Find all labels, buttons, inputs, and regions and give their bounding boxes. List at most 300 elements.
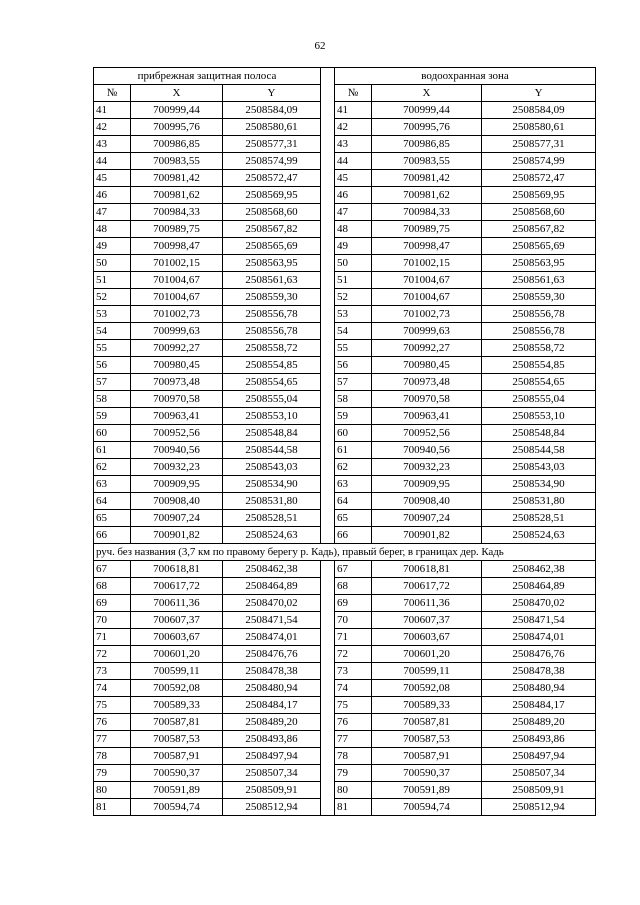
right-number-cell: 49 (335, 238, 372, 255)
column-gap (321, 374, 335, 391)
left-y-cell: 2508567,82 (223, 221, 321, 238)
left-y-cell: 2508554,65 (223, 374, 321, 391)
right-number-cell: 60 (335, 425, 372, 442)
right-x-cell: 700901,82 (372, 527, 482, 544)
right-x-cell: 700989,75 (372, 221, 482, 238)
right-number-cell: 71 (335, 629, 372, 646)
left-y-cell: 2508553,10 (223, 408, 321, 425)
left-number-cell: 64 (94, 493, 131, 510)
column-gap (321, 493, 335, 510)
column-gap (321, 782, 335, 799)
right-x-cell: 700981,42 (372, 170, 482, 187)
section-note: руч. без названия (3,7 км по правому берегу р. Кадь), правый берег, в границах дер. Кадь (94, 544, 596, 561)
left-y-cell: 2508512,94 (223, 799, 321, 816)
left-x-cell: 700992,27 (131, 340, 223, 357)
left-number-cell: 52 (94, 289, 131, 306)
right-number-cell: 59 (335, 408, 372, 425)
table-row (94, 629, 596, 646)
column-gap (321, 425, 335, 442)
table-row (94, 493, 596, 510)
right-number-cell: 77 (335, 731, 372, 748)
right-x-cell: 700970,58 (372, 391, 482, 408)
left-x-cell: 700587,81 (131, 714, 223, 731)
table-row (94, 765, 596, 782)
column-gap (321, 391, 335, 408)
right-x-cell: 700984,33 (372, 204, 482, 221)
left-x-cell: 700908,40 (131, 493, 223, 510)
right-y-cell: 2508489,20 (482, 714, 596, 731)
column-gap (321, 323, 335, 340)
right-x-cell: 700587,53 (372, 731, 482, 748)
right-y-cell: 2508471,54 (482, 612, 596, 629)
left-number-cell: 73 (94, 663, 131, 680)
table-row (94, 663, 596, 680)
left-y-cell: 2508543,03 (223, 459, 321, 476)
column-gap (321, 748, 335, 765)
column-gap (321, 629, 335, 646)
left-x-cell: 700589,33 (131, 697, 223, 714)
right-number-cell: 47 (335, 204, 372, 221)
column-gap (321, 476, 335, 493)
right-y-cell: 2508568,60 (482, 204, 596, 221)
left-y-cell: 2508584,09 (223, 102, 321, 119)
right-x-cell: 700907,24 (372, 510, 482, 527)
right-number-cell: 72 (335, 646, 372, 663)
column-gap (321, 221, 335, 238)
right-number-cell: 50 (335, 255, 372, 272)
left-y-header: Y (223, 85, 321, 102)
right-x-cell: 700981,62 (372, 187, 482, 204)
table-row (94, 425, 596, 442)
left-x-cell: 701004,67 (131, 289, 223, 306)
right-y-cell: 2508553,10 (482, 408, 596, 425)
left-number-cell: 54 (94, 323, 131, 340)
right-x-cell: 700995,76 (372, 119, 482, 136)
left-x-cell: 700594,74 (131, 799, 223, 816)
left-x-cell: 700940,56 (131, 442, 223, 459)
column-gap (321, 765, 335, 782)
left-y-cell: 2508572,47 (223, 170, 321, 187)
left-number-cell: 71 (94, 629, 131, 646)
right-number-header: № (335, 85, 372, 102)
left-y-cell: 2508563,95 (223, 255, 321, 272)
table-row (94, 340, 596, 357)
left-y-cell: 2508474,01 (223, 629, 321, 646)
right-x-cell: 700980,45 (372, 357, 482, 374)
column-gap (321, 442, 335, 459)
right-x-cell: 700999,44 (372, 102, 482, 119)
right-y-cell: 2508509,91 (482, 782, 596, 799)
table-row (94, 748, 596, 765)
left-x-cell: 700611,36 (131, 595, 223, 612)
right-y-cell: 2508580,61 (482, 119, 596, 136)
right-number-cell: 57 (335, 374, 372, 391)
table-row (94, 102, 596, 119)
right-number-cell: 54 (335, 323, 372, 340)
table-row (94, 272, 596, 289)
right-number-cell: 63 (335, 476, 372, 493)
right-number-cell: 44 (335, 153, 372, 170)
column-header-row (94, 85, 596, 102)
table-row (94, 136, 596, 153)
left-y-cell: 2508464,89 (223, 578, 321, 595)
right-y-cell: 2508584,09 (482, 102, 596, 119)
right-x-cell: 700599,11 (372, 663, 482, 680)
section-header-row (94, 68, 596, 85)
right-y-cell: 2508470,02 (482, 595, 596, 612)
right-y-cell: 2508561,63 (482, 272, 596, 289)
column-gap (321, 459, 335, 476)
left-x-cell: 700981,62 (131, 187, 223, 204)
right-x-cell: 700607,37 (372, 612, 482, 629)
left-number-cell: 80 (94, 782, 131, 799)
left-x-cell: 700983,55 (131, 153, 223, 170)
right-number-cell: 43 (335, 136, 372, 153)
left-y-cell: 2508565,69 (223, 238, 321, 255)
left-x-cell: 700986,85 (131, 136, 223, 153)
right-x-cell: 700992,27 (372, 340, 482, 357)
left-y-cell: 2508577,31 (223, 136, 321, 153)
right-y-cell: 2508559,30 (482, 289, 596, 306)
right-x-cell: 700594,74 (372, 799, 482, 816)
column-gap (321, 646, 335, 663)
left-number-cell: 56 (94, 357, 131, 374)
left-x-cell: 700590,37 (131, 765, 223, 782)
right-number-cell: 55 (335, 340, 372, 357)
left-y-cell: 2508544,58 (223, 442, 321, 459)
table-row (94, 408, 596, 425)
right-number-cell: 65 (335, 510, 372, 527)
column-gap (321, 663, 335, 680)
right-y-cell: 2508555,04 (482, 391, 596, 408)
left-x-cell: 700603,67 (131, 629, 223, 646)
right-number-cell: 45 (335, 170, 372, 187)
table-row (94, 119, 596, 136)
left-y-cell: 2508569,95 (223, 187, 321, 204)
column-gap (321, 357, 335, 374)
left-x-cell: 700952,56 (131, 425, 223, 442)
right-y-cell: 2508563,95 (482, 255, 596, 272)
column-gap (321, 340, 335, 357)
right-x-cell: 700983,55 (372, 153, 482, 170)
coordinates-table-body (94, 68, 596, 816)
table-row (94, 595, 596, 612)
right-x-cell: 701004,67 (372, 289, 482, 306)
left-y-cell: 2508558,72 (223, 340, 321, 357)
left-number-cell: 67 (94, 561, 131, 578)
right-number-cell: 58 (335, 391, 372, 408)
left-number-cell: 50 (94, 255, 131, 272)
left-x-cell: 700970,58 (131, 391, 223, 408)
table-row (94, 187, 596, 204)
right-x-cell: 700986,85 (372, 136, 482, 153)
right-number-cell: 79 (335, 765, 372, 782)
right-number-cell: 69 (335, 595, 372, 612)
column-gap (321, 510, 335, 527)
left-x-cell: 700989,75 (131, 221, 223, 238)
table-row (94, 442, 596, 459)
left-x-cell: 700984,33 (131, 204, 223, 221)
table-row (94, 714, 596, 731)
column-gap (321, 119, 335, 136)
right-y-cell: 2508554,65 (482, 374, 596, 391)
right-section-header: водоохранная зона (335, 68, 596, 85)
column-gap (321, 408, 335, 425)
table-row (94, 510, 596, 527)
column-gap (321, 153, 335, 170)
right-y-cell: 2508493,86 (482, 731, 596, 748)
right-x-cell: 700617,72 (372, 578, 482, 595)
right-x-cell: 700587,81 (372, 714, 482, 731)
left-number-cell: 47 (94, 204, 131, 221)
left-number-cell: 81 (94, 799, 131, 816)
right-y-cell: 2508548,84 (482, 425, 596, 442)
right-number-cell: 64 (335, 493, 372, 510)
column-gap (321, 595, 335, 612)
table-row (94, 289, 596, 306)
left-number-cell: 57 (94, 374, 131, 391)
table-row (94, 204, 596, 221)
left-x-cell: 700909,95 (131, 476, 223, 493)
left-number-cell: 59 (94, 408, 131, 425)
left-number-cell: 51 (94, 272, 131, 289)
column-gap (321, 68, 335, 85)
left-x-cell: 700587,53 (131, 731, 223, 748)
left-number-cell: 75 (94, 697, 131, 714)
left-x-cell: 700932,23 (131, 459, 223, 476)
right-number-cell: 75 (335, 697, 372, 714)
right-x-cell: 700940,56 (372, 442, 482, 459)
right-y-cell: 2508556,78 (482, 306, 596, 323)
right-x-cell: 700587,91 (372, 748, 482, 765)
right-y-cell: 2508507,34 (482, 765, 596, 782)
right-number-cell: 42 (335, 119, 372, 136)
right-y-cell: 2508569,95 (482, 187, 596, 204)
right-y-cell: 2508544,58 (482, 442, 596, 459)
left-y-cell: 2508497,94 (223, 748, 321, 765)
right-number-cell: 62 (335, 459, 372, 476)
left-y-cell: 2508555,04 (223, 391, 321, 408)
right-x-cell: 700932,23 (372, 459, 482, 476)
left-y-cell: 2508480,94 (223, 680, 321, 697)
left-y-cell: 2508524,63 (223, 527, 321, 544)
left-y-cell: 2508559,30 (223, 289, 321, 306)
left-number-cell: 60 (94, 425, 131, 442)
right-number-cell: 80 (335, 782, 372, 799)
left-y-cell: 2508489,20 (223, 714, 321, 731)
right-y-cell: 2508528,51 (482, 510, 596, 527)
column-gap (321, 799, 335, 816)
right-y-cell: 2508556,78 (482, 323, 596, 340)
left-y-cell: 2508484,17 (223, 697, 321, 714)
right-number-cell: 48 (335, 221, 372, 238)
left-x-cell: 700592,08 (131, 680, 223, 697)
left-number-cell: 68 (94, 578, 131, 595)
left-y-cell: 2508528,51 (223, 510, 321, 527)
page-number: 62 (314, 40, 326, 52)
right-x-cell: 700591,89 (372, 782, 482, 799)
table-row (94, 578, 596, 595)
table-row (94, 799, 596, 816)
right-number-cell: 61 (335, 442, 372, 459)
left-y-cell: 2508534,90 (223, 476, 321, 493)
table-row (94, 476, 596, 493)
column-gap (321, 612, 335, 629)
left-x-cell: 700599,11 (131, 663, 223, 680)
right-number-cell: 81 (335, 799, 372, 816)
column-gap (321, 578, 335, 595)
left-x-cell: 700999,63 (131, 323, 223, 340)
column-gap (321, 561, 335, 578)
right-number-cell: 70 (335, 612, 372, 629)
left-x-cell: 700980,45 (131, 357, 223, 374)
left-number-cell: 65 (94, 510, 131, 527)
right-number-cell: 68 (335, 578, 372, 595)
right-y-cell: 2508565,69 (482, 238, 596, 255)
left-y-cell: 2508554,85 (223, 357, 321, 374)
right-x-cell: 701002,73 (372, 306, 482, 323)
left-section-header: прибрежная защитная полоса (94, 68, 321, 85)
right-y-cell: 2508554,85 (482, 357, 596, 374)
right-y-cell: 2508558,72 (482, 340, 596, 357)
column-gap (321, 680, 335, 697)
right-x-cell: 700589,33 (372, 697, 482, 714)
column-gap (321, 102, 335, 119)
table-row (94, 323, 596, 340)
left-number-cell: 43 (94, 136, 131, 153)
left-number-cell: 78 (94, 748, 131, 765)
left-y-cell: 2508561,63 (223, 272, 321, 289)
right-x-cell: 700590,37 (372, 765, 482, 782)
left-x-cell: 700607,37 (131, 612, 223, 629)
column-gap (321, 289, 335, 306)
right-x-cell: 700952,56 (372, 425, 482, 442)
table-row (94, 680, 596, 697)
right-number-cell: 73 (335, 663, 372, 680)
right-y-cell: 2508577,31 (482, 136, 596, 153)
left-y-cell: 2508556,78 (223, 323, 321, 340)
table-row (94, 459, 596, 476)
left-x-cell: 700998,47 (131, 238, 223, 255)
column-gap (321, 187, 335, 204)
table-row (94, 612, 596, 629)
left-x-cell: 700618,81 (131, 561, 223, 578)
right-x-cell: 701002,15 (372, 255, 482, 272)
left-number-cell: 48 (94, 221, 131, 238)
table-row (94, 782, 596, 799)
left-number-cell: 62 (94, 459, 131, 476)
left-y-cell: 2508509,91 (223, 782, 321, 799)
left-number-cell: 70 (94, 612, 131, 629)
left-y-cell: 2508556,78 (223, 306, 321, 323)
right-x-cell: 700603,67 (372, 629, 482, 646)
right-number-cell: 53 (335, 306, 372, 323)
left-x-cell: 700907,24 (131, 510, 223, 527)
left-y-cell: 2508478,38 (223, 663, 321, 680)
table-row (94, 306, 596, 323)
left-y-cell: 2508531,80 (223, 493, 321, 510)
right-y-cell: 2508512,94 (482, 799, 596, 816)
left-y-cell: 2508462,38 (223, 561, 321, 578)
right-y-cell: 2508567,82 (482, 221, 596, 238)
right-number-cell: 74 (335, 680, 372, 697)
right-x-header: X (372, 85, 482, 102)
column-gap (321, 697, 335, 714)
left-x-cell: 700587,91 (131, 748, 223, 765)
table-row (94, 731, 596, 748)
table-row (94, 221, 596, 238)
left-number-cell: 53 (94, 306, 131, 323)
left-y-cell: 2508470,02 (223, 595, 321, 612)
right-y-cell: 2508524,63 (482, 527, 596, 544)
right-number-cell: 46 (335, 187, 372, 204)
left-number-header: № (94, 85, 131, 102)
left-y-cell: 2508568,60 (223, 204, 321, 221)
column-gap (321, 731, 335, 748)
right-x-cell: 700611,36 (372, 595, 482, 612)
right-number-cell: 56 (335, 357, 372, 374)
table-row (94, 153, 596, 170)
right-x-cell: 700909,95 (372, 476, 482, 493)
left-y-cell: 2508507,34 (223, 765, 321, 782)
column-gap (321, 170, 335, 187)
table-row (94, 561, 596, 578)
right-x-cell: 701004,67 (372, 272, 482, 289)
left-number-cell: 45 (94, 170, 131, 187)
column-gap (321, 714, 335, 731)
left-x-cell: 700981,42 (131, 170, 223, 187)
left-y-cell: 2508574,99 (223, 153, 321, 170)
left-y-cell: 2508476,76 (223, 646, 321, 663)
column-gap (321, 204, 335, 221)
right-x-cell: 700618,81 (372, 561, 482, 578)
left-x-cell: 701004,67 (131, 272, 223, 289)
column-gap (321, 306, 335, 323)
right-y-cell: 2508534,90 (482, 476, 596, 493)
right-y-header: Y (482, 85, 596, 102)
table-row (94, 374, 596, 391)
left-x-header: X (131, 85, 223, 102)
right-x-cell: 700998,47 (372, 238, 482, 255)
left-x-cell: 701002,73 (131, 306, 223, 323)
left-number-cell: 58 (94, 391, 131, 408)
left-number-cell: 44 (94, 153, 131, 170)
left-x-cell: 700995,76 (131, 119, 223, 136)
right-y-cell: 2508572,47 (482, 170, 596, 187)
left-x-cell: 700617,72 (131, 578, 223, 595)
right-y-cell: 2508531,80 (482, 493, 596, 510)
right-x-cell: 700999,63 (372, 323, 482, 340)
left-number-cell: 46 (94, 187, 131, 204)
table-row (94, 697, 596, 714)
table-row (94, 527, 596, 544)
right-y-cell: 2508478,38 (482, 663, 596, 680)
table-row (94, 646, 596, 663)
right-x-cell: 700601,20 (372, 646, 482, 663)
column-gap (321, 238, 335, 255)
column-gap (321, 255, 335, 272)
left-number-cell: 41 (94, 102, 131, 119)
left-y-cell: 2508471,54 (223, 612, 321, 629)
left-x-cell: 700591,89 (131, 782, 223, 799)
left-number-cell: 76 (94, 714, 131, 731)
right-y-cell: 2508474,01 (482, 629, 596, 646)
right-x-cell: 700963,41 (372, 408, 482, 425)
right-y-cell: 2508497,94 (482, 748, 596, 765)
column-gap (321, 85, 335, 102)
right-y-cell: 2508543,03 (482, 459, 596, 476)
column-gap (321, 272, 335, 289)
